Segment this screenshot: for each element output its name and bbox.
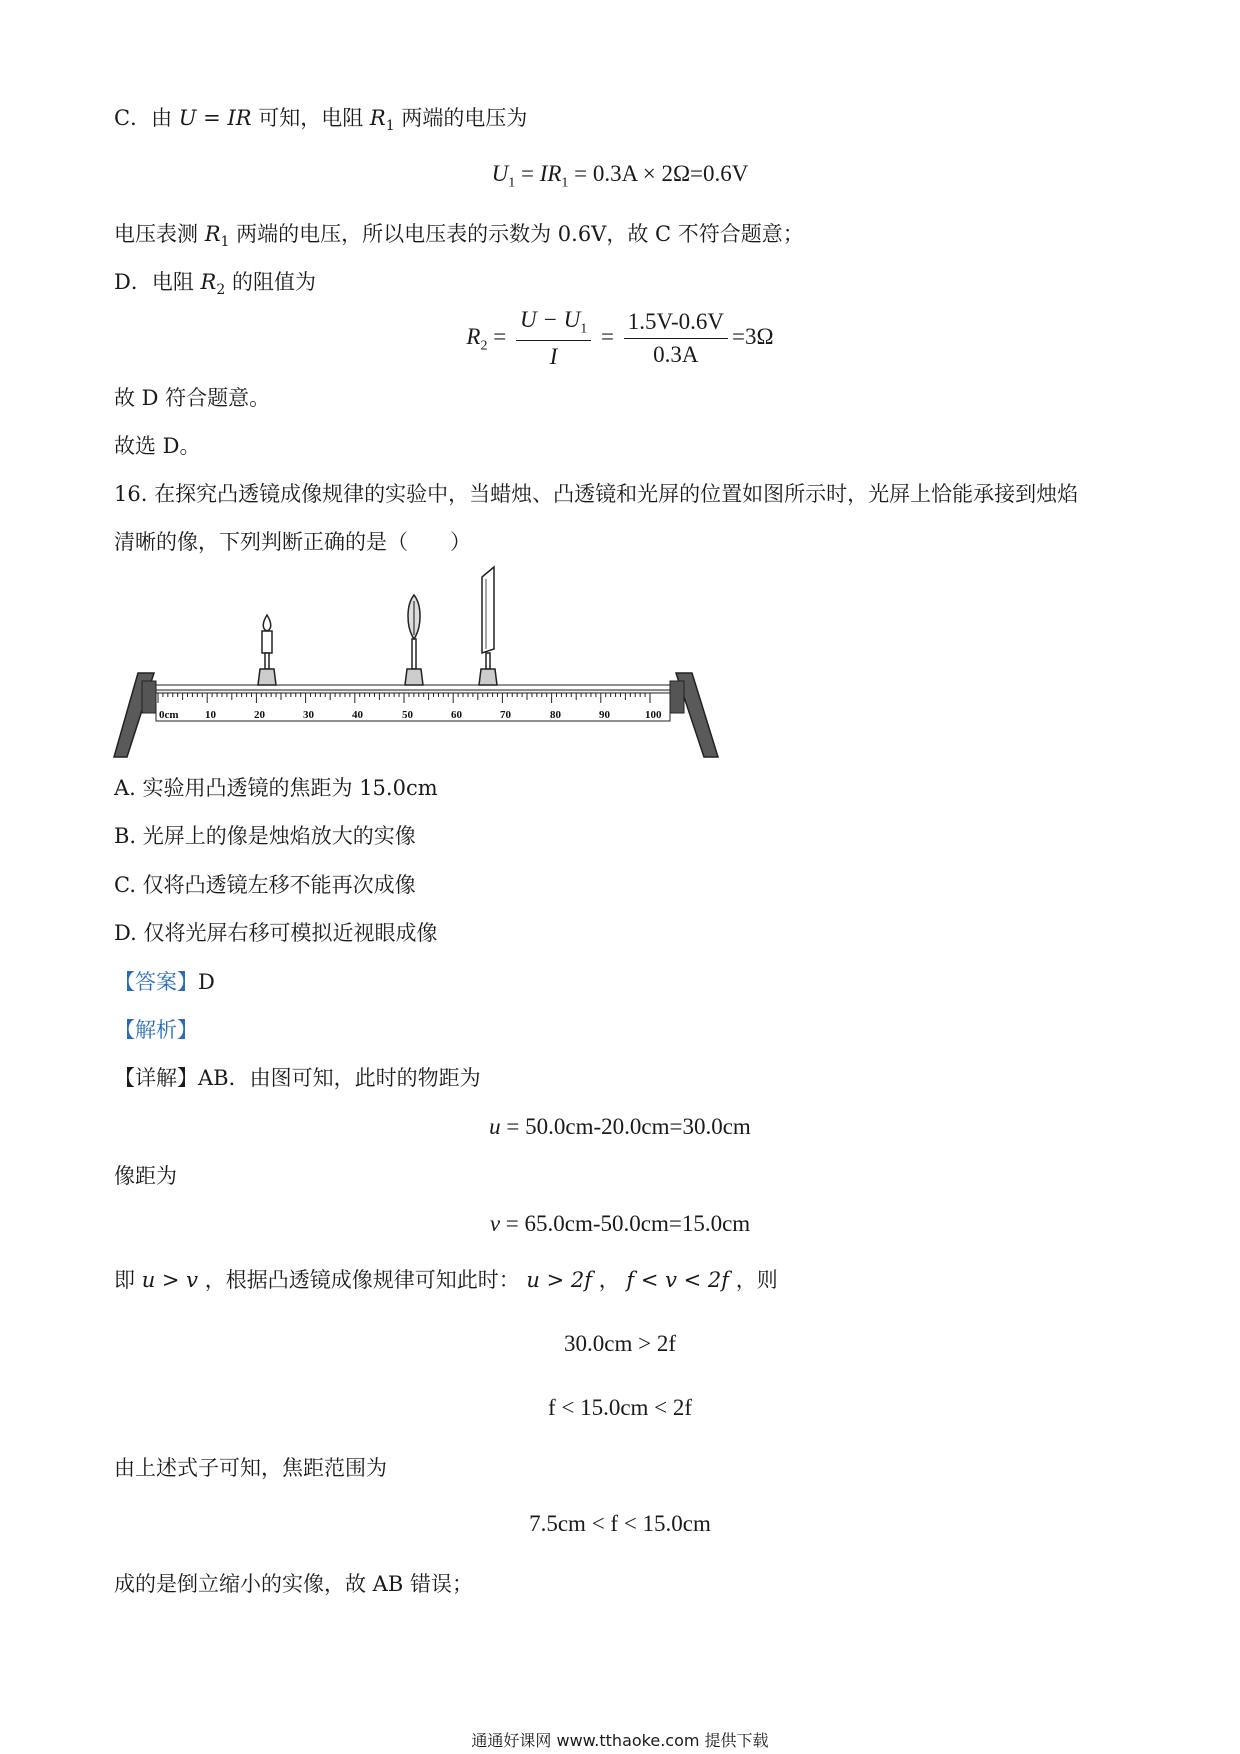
option-a: A. 实验用凸透镜的焦距为 15.0cm — [114, 776, 438, 800]
lens-holder — [405, 669, 423, 685]
right-end-block — [670, 681, 684, 713]
option-b: B. 光屏上的像是烛焰放大的实像 — [114, 824, 416, 848]
answer-value: D — [198, 970, 215, 994]
option-d: D. 仅将光屏右移可模拟近视眼成像 — [114, 921, 438, 945]
formula: u > v — [141, 1268, 199, 1292]
option-c-explanation — [114, 106, 527, 135]
equation-result: =3Ω — [731, 323, 774, 349]
label-0: 0cm — [159, 709, 179, 721]
label-10: 10 — [205, 709, 216, 721]
detail-tag: 【详解】 — [114, 1066, 198, 1090]
optical-bench-figure — [110, 565, 720, 765]
imaging-rule-line — [114, 1268, 778, 1293]
light-screen — [479, 567, 497, 685]
equation-u1: $U_1 = IR_1 = 0.3A \times 2\Omega=0.6V$ — [491, 161, 749, 191]
formula: U = IR — [178, 106, 252, 130]
variable: R — [204, 222, 221, 246]
label-60: 60 — [451, 709, 462, 721]
page-footer: 通通好课网 www.tthaoke.com 提供下载 — [471, 1731, 769, 1750]
answer-line — [114, 970, 215, 995]
label-20: 20 — [254, 709, 265, 721]
equation-rhs: = 65.0cm-50.0cm=15.0cm — [505, 1211, 751, 1236]
subscript: 1 — [385, 118, 395, 135]
text: D．电阻 — [114, 270, 194, 294]
variable: R — [369, 106, 386, 130]
text: 可知，电阻 — [258, 106, 364, 130]
inequality-1: 30.0cm > 2f — [564, 1331, 676, 1356]
subscript: 1 — [561, 175, 569, 191]
equation-image-distance — [0, 1210, 1240, 1238]
label-40: 40 — [352, 709, 363, 721]
screen-holder — [479, 669, 497, 685]
equation-object-distance — [0, 1113, 1240, 1141]
variable: R — [466, 323, 481, 349]
option-c: C. 仅将凸透镜左移不能再次成像 — [114, 873, 416, 897]
candle — [258, 615, 276, 685]
formula: u > 2f — [526, 1268, 593, 1292]
text: 即 — [114, 1268, 135, 1292]
equation-r2: $R_2$ = $\frac{U - U_1}{I}$ = $\frac{1.5V-0.6V}{0.3A}$ =3Ω — [466, 307, 774, 370]
left-end-block — [142, 681, 156, 713]
numerator — [516, 306, 591, 341]
text: 电压表测 — [114, 222, 198, 246]
label-80: 80 — [550, 709, 561, 721]
variable: v — [489, 1211, 501, 1236]
detail-text: AB．由图可知，此时的物距为 — [198, 1066, 481, 1090]
subscript: 2 — [216, 282, 226, 299]
text: ，则 — [735, 1268, 778, 1292]
subscript: 1 — [508, 175, 516, 191]
question-16-line-1: 16. 在探究凸透镜成像规律的实验中，当蜡烛、凸透镜和光屏的位置如图所示时，光屏上恰能承接到烛焰 — [114, 482, 1079, 506]
convex-lens — [405, 595, 423, 685]
option-c-conclusion — [114, 222, 804, 251]
fraction — [516, 306, 591, 371]
formula: f < v < 2f — [626, 1268, 730, 1292]
text: 两端的电压为 — [401, 106, 528, 130]
answer-tag: 【答案】 — [114, 970, 198, 994]
equation-rhs: = 50.0cm-20.0cm=30.0cm — [506, 1114, 751, 1139]
selection: 故选 D。 — [114, 434, 201, 458]
denominator: 0.3A — [653, 342, 699, 367]
ab-conclusion: 成的是倒立缩小的实像，故 AB 错误； — [114, 1572, 473, 1596]
candle-flame — [263, 615, 271, 631]
label-30: 30 — [303, 709, 314, 721]
image-distance-label: 像距为 — [114, 1164, 177, 1188]
inequality-2: f < 15.0cm < 2f — [547, 1395, 693, 1420]
label-100: 100 — [645, 709, 662, 721]
lens-stand — [412, 639, 416, 669]
analysis-tag: 【解析】 — [114, 1018, 198, 1042]
subscript: 1 — [220, 234, 230, 251]
text: ，根据凸透镜成像规律可知此时： — [204, 1268, 520, 1292]
candle-body — [262, 631, 272, 653]
text: I — [549, 344, 558, 370]
screen-panel — [482, 567, 494, 653]
variable: IR — [539, 161, 562, 186]
option-d-explanation — [114, 270, 316, 299]
screen-stand — [486, 653, 490, 669]
label-50: 50 — [402, 709, 413, 721]
denominator — [516, 341, 591, 371]
equation-rhs: = 0.3A × 2Ω=0.6V — [574, 161, 749, 186]
detail-line — [114, 1066, 481, 1091]
text: 两端的电压，所以电压表的示数为 0.6V，故 C 不符合题意； — [236, 222, 804, 246]
numerator: 1.5V-0.6V — [624, 308, 728, 339]
variable: U — [491, 161, 509, 186]
text: 的阻值为 — [231, 270, 316, 294]
fraction — [624, 308, 728, 368]
subscript: 2 — [480, 338, 488, 354]
label-90: 90 — [599, 709, 610, 721]
scale-bar — [156, 693, 670, 721]
option-d-conclusion: 故 D 符合题意。 — [114, 386, 271, 410]
variable: R — [200, 270, 217, 294]
range-intro: 由上述式子可知，焦距范围为 — [114, 1456, 387, 1480]
text: ， — [598, 1268, 620, 1292]
variable: u — [489, 1114, 501, 1139]
focal-length-range: 7.5cm < f < 15.0cm — [529, 1511, 711, 1536]
question-16-line-2: 清晰的像，下列判断正确的是（ ） — [114, 530, 471, 554]
text: C．由 — [114, 106, 173, 130]
candle-holder — [258, 669, 276, 685]
label-70: 70 — [500, 709, 511, 721]
subscript: 1 — [580, 321, 588, 337]
candle-stand — [265, 653, 269, 669]
text: U − U — [519, 307, 581, 332]
